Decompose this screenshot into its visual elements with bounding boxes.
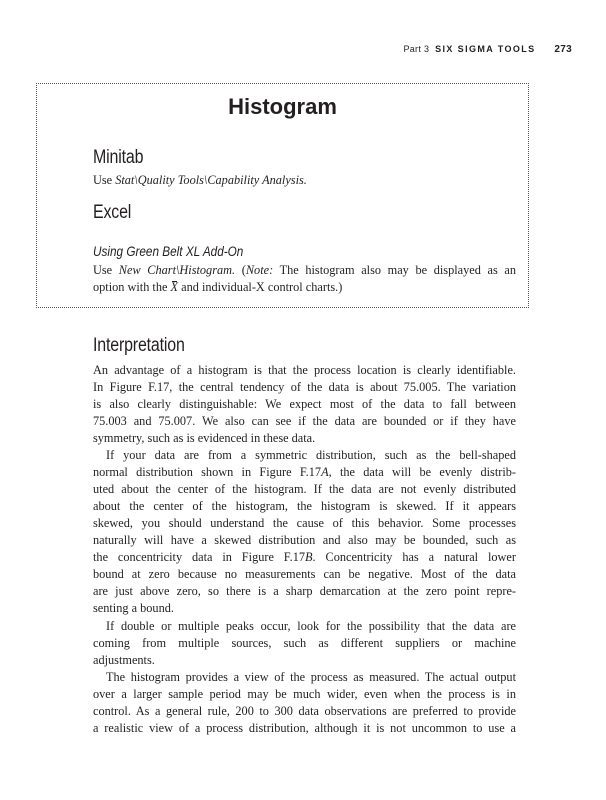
body-line: skewed, you should understand the cause of this behavior. Some processes bbox=[93, 516, 516, 530]
body-line: normal distribution shown in Figure F.17A, the data will be evenly distrib- bbox=[93, 465, 517, 479]
excel-subheading: Using Green Belt XL Add-On bbox=[93, 243, 244, 259]
body-line: In Figure F.17, the central tendency of the data is about 75.005. The variation bbox=[93, 380, 516, 394]
body-line: If double or multiple peaks occur, look for the possibility that the data are bbox=[106, 619, 516, 633]
excel-heading: Excel bbox=[93, 202, 132, 223]
body-line: bound at zero because no measurements can be negative. Most of the data bbox=[93, 567, 516, 581]
body-line: is also clearly distinguishable: We expect most of the data to fall between bbox=[93, 397, 516, 411]
body-line: the concentricity data in Figure F.17B. Concentricity has a natural lower bbox=[93, 550, 516, 564]
excel-instruction-line-2: option with the X and individual-X control charts.) bbox=[93, 280, 343, 294]
body-line: a realistic view of a process distribution, although it is not uncommon to use a bbox=[93, 721, 516, 735]
body-line: about the center of the histogram, the histogram is skewed. If it appears bbox=[93, 499, 516, 513]
body-line: If your data are from a symmetric distribution, such as the bell-shaped bbox=[106, 448, 516, 462]
body-line: naturally will have a skewed distribution and also may be bounded, such as bbox=[93, 533, 516, 547]
part-label: Part 3 bbox=[403, 44, 430, 54]
body-line: over a larger sample period may be much wider, even when the process is in bbox=[93, 687, 516, 701]
body-line: senting a bound. bbox=[93, 601, 174, 615]
body-line: The histogram provides a view of the process as measured. The actual output bbox=[106, 670, 516, 684]
body-line: symmetry, such as is evidenced in these data. bbox=[93, 431, 316, 445]
body-line: control. As a general rule, 200 to 300 data observations are preferred to provide bbox=[93, 704, 516, 718]
minitab-instruction: Use Stat\Quality Tools\Capability Analysis. bbox=[93, 173, 307, 187]
body-line: adjustments. bbox=[93, 653, 155, 667]
page-number: 273 bbox=[554, 44, 572, 55]
body-line: An advantage of a histogram is that the process location is clearly identifiable. bbox=[93, 363, 516, 377]
box-title: Histogram bbox=[228, 94, 337, 119]
body-line: 75.003 and 75.007. We also can see if the data are bounded or if they have bbox=[93, 414, 516, 428]
body-line: uted about the center of the histogram. If the data are not evenly distributed bbox=[93, 482, 516, 496]
running-header bbox=[403, 44, 572, 55]
body-line: are just above zero, so there is a sharp demarcation at the zero point repre- bbox=[93, 584, 516, 598]
minitab-heading: Minitab bbox=[93, 147, 144, 168]
x-bar-symbol: X bbox=[170, 280, 179, 294]
body-line: coming from multiple sources, such as different suppliers or machine bbox=[93, 636, 516, 650]
section-title: SIX SIGMA TOOLS bbox=[435, 44, 536, 54]
excel-instruction-line-1: Use New Chart\Histogram. (Note: The histogram also may be displayed as an bbox=[93, 263, 516, 277]
interpretation-heading: Interpretation bbox=[93, 335, 185, 356]
